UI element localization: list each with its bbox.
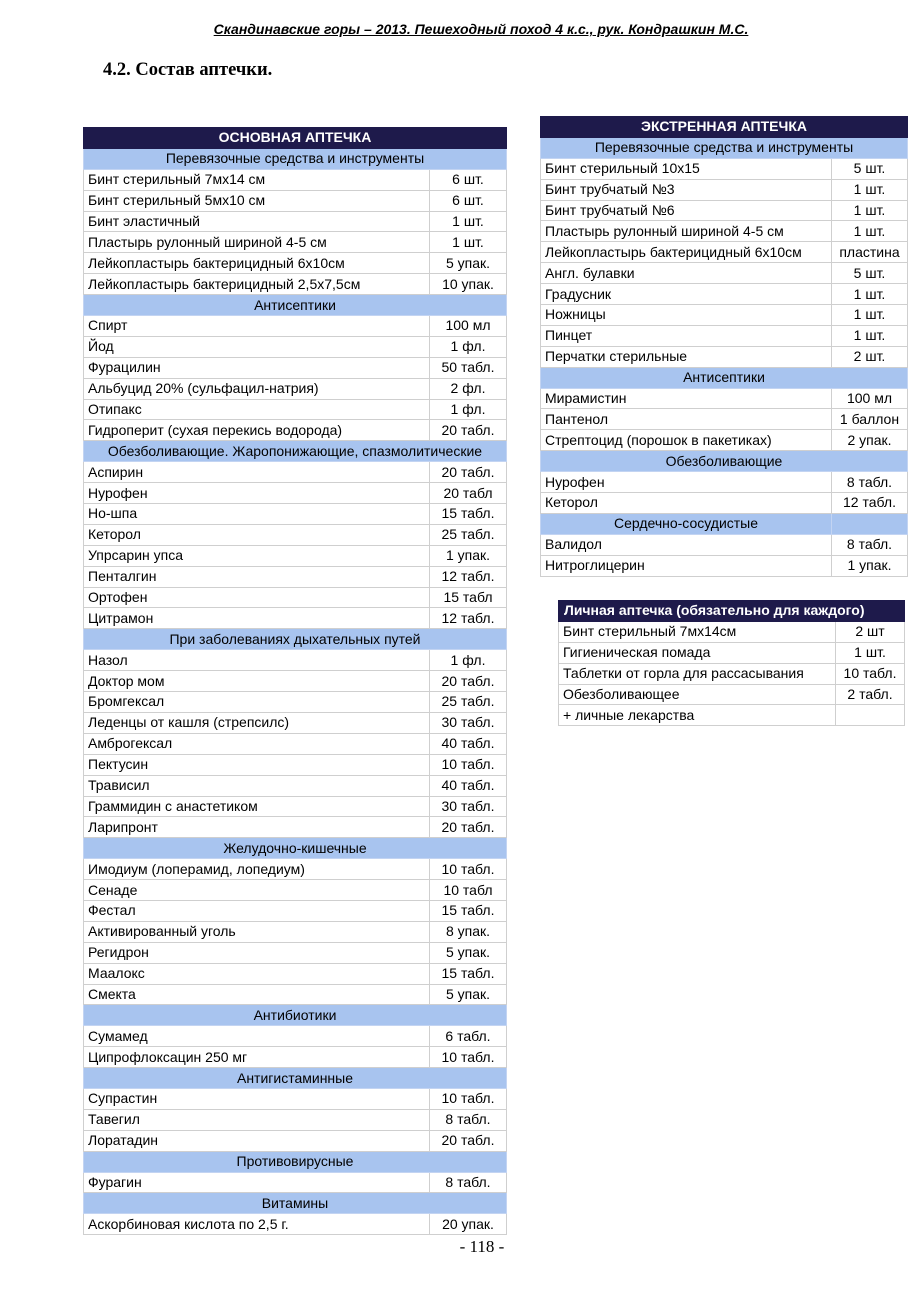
category-label: Обезболивающие. Жаропонижающие, спазмолитические <box>84 441 507 462</box>
item-quantity: 10 табл. <box>836 663 905 684</box>
item-name: Лейкопластырь бактерицидный 2,5х7,5см <box>84 274 430 295</box>
item-quantity: 10 табл. <box>430 859 507 880</box>
item-quantity: 6 шт. <box>430 190 507 211</box>
table-row <box>84 504 507 525</box>
table-row <box>541 200 908 221</box>
table-row <box>541 493 908 514</box>
table-row <box>541 242 908 263</box>
item-quantity: 15 табл. <box>430 963 507 984</box>
table-row <box>559 642 905 663</box>
item-name: Мирамистин <box>541 388 832 409</box>
item-name: Ципрофлоксацин 250 мг <box>84 1047 430 1068</box>
item-quantity: 8 табл. <box>430 1109 507 1130</box>
table-row <box>84 524 507 545</box>
item-name: Фурагин <box>84 1172 430 1193</box>
item-name: Пинцет <box>541 325 832 346</box>
table-row <box>541 263 908 284</box>
table-row <box>84 357 507 378</box>
item-quantity: 100 мл <box>430 316 507 337</box>
main-kit-body <box>84 128 507 1235</box>
item-quantity: 8 табл. <box>430 1172 507 1193</box>
item-quantity: 1 шт. <box>836 642 905 663</box>
item-quantity: 1 шт. <box>430 211 507 232</box>
personal-kit-table <box>558 600 905 726</box>
table-row <box>84 921 507 942</box>
item-name: Нурофен <box>541 472 832 493</box>
item-quantity: 8 табл. <box>832 472 908 493</box>
item-name: Супрастин <box>84 1088 430 1109</box>
item-name: Бинт трубчатый №6 <box>541 200 832 221</box>
item-quantity: 12 табл. <box>430 608 507 629</box>
table-row <box>559 621 905 642</box>
item-name: Бинт эластичный <box>84 211 430 232</box>
item-name: Лейкопластырь бактерицидный 6х10см <box>541 242 832 263</box>
kit-title: ЭКСТРЕННАЯ АПТЕЧКА <box>541 117 908 138</box>
table-row <box>541 325 908 346</box>
section-title: 4.2. Состав аптечки. <box>103 60 273 80</box>
item-quantity: 2 табл. <box>836 684 905 705</box>
table-row <box>84 733 507 754</box>
item-name: Амброгексал <box>84 733 430 754</box>
item-name: Аскорбиновая кислота по 2,5 г. <box>84 1214 430 1235</box>
table-row <box>541 472 908 493</box>
item-quantity: 15 табл <box>430 587 507 608</box>
item-name: Назол <box>84 650 430 671</box>
kit-title: ОСНОВНАЯ АПТЕЧКА <box>84 128 507 149</box>
table-row <box>84 796 507 817</box>
category-label: Антибиотики <box>84 1005 507 1026</box>
item-name: Регидрон <box>84 942 430 963</box>
main-kit-table <box>83 127 507 1235</box>
item-quantity: 10 табл. <box>430 1088 507 1109</box>
table-row <box>84 608 507 629</box>
item-name: Ножницы <box>541 305 832 326</box>
item-name: Пластырь рулонный шириной 4-5 см <box>541 221 832 242</box>
category-label: При заболеваниях дыхательных путей <box>84 629 507 650</box>
page-number: - 118 - <box>459 1237 505 1256</box>
category-row <box>84 1151 507 1172</box>
kit-title-row <box>84 128 507 149</box>
item-quantity: 5 шт. <box>832 263 908 284</box>
table-row <box>84 671 507 692</box>
item-quantity: 1 упак. <box>832 555 908 576</box>
table-row <box>541 409 908 430</box>
item-quantity: 1 шт. <box>832 221 908 242</box>
item-quantity: 5 шт. <box>832 158 908 179</box>
item-quantity: 30 табл. <box>430 796 507 817</box>
item-quantity: 1 баллон <box>832 409 908 430</box>
item-name: Обезболивающее <box>559 684 836 705</box>
table-row <box>84 232 507 253</box>
item-name: Бинт стерильный 10х15 <box>541 158 832 179</box>
table-row <box>559 684 905 705</box>
item-quantity: 2 шт <box>836 621 905 642</box>
item-quantity: 8 упак. <box>430 921 507 942</box>
item-quantity: 1 шт. <box>832 200 908 221</box>
table-row <box>541 388 908 409</box>
table-row <box>84 650 507 671</box>
table-row <box>84 1026 507 1047</box>
item-name: Нитроглицерин <box>541 555 832 576</box>
category-label: Сердечно-сосудистые <box>541 513 832 534</box>
table-row <box>541 284 908 305</box>
item-name: Смекта <box>84 984 430 1005</box>
item-quantity: 12 табл. <box>832 493 908 514</box>
item-name: Кеторол <box>541 493 832 514</box>
item-quantity: 5 упак. <box>430 984 507 1005</box>
emergency-kit-body <box>541 117 908 577</box>
item-name: Фурацилин <box>84 357 430 378</box>
category-label: Перевязочные средства и инструменты <box>541 137 908 158</box>
personal-kit-body <box>559 601 905 726</box>
item-name: Упрсарин упса <box>84 545 430 566</box>
table-row <box>84 775 507 796</box>
item-name: Пантенол <box>541 409 832 430</box>
table-row <box>84 483 507 504</box>
table-row <box>84 963 507 984</box>
item-quantity: 10 табл <box>430 880 507 901</box>
item-quantity: 8 табл. <box>832 534 908 555</box>
category-label: Антисептики <box>84 295 507 316</box>
table-row <box>84 1088 507 1109</box>
item-quantity: 20 табл. <box>430 671 507 692</box>
item-quantity: 6 табл. <box>430 1026 507 1047</box>
category-row <box>84 1068 507 1089</box>
item-name: Сенаде <box>84 880 430 901</box>
item-name: Нурофен <box>84 483 430 504</box>
table-row <box>84 942 507 963</box>
table-row <box>84 587 507 608</box>
table-row <box>84 900 507 921</box>
item-name: Йод <box>84 336 430 357</box>
item-quantity: 20 табл. <box>430 1130 507 1151</box>
table-row <box>541 555 908 576</box>
item-name: Бинт стерильный 5мх10 см <box>84 190 430 211</box>
item-quantity: 25 табл. <box>430 692 507 713</box>
category-empty-cell <box>832 513 908 534</box>
item-quantity: 20 табл. <box>430 817 507 838</box>
table-row <box>84 336 507 357</box>
item-quantity: 1 упак. <box>430 545 507 566</box>
item-name: Гигиеническая помада <box>559 642 836 663</box>
item-name: Лоратадин <box>84 1130 430 1151</box>
item-quantity: 12 табл. <box>430 566 507 587</box>
item-quantity: 10 упак. <box>430 274 507 295</box>
item-name: Ларипронт <box>84 817 430 838</box>
category-row <box>541 137 908 158</box>
item-quantity: 20 табл <box>430 483 507 504</box>
table-row <box>84 420 507 441</box>
category-row <box>84 838 507 859</box>
item-name: Альбуцид 20% (сульфацил-натрия) <box>84 378 430 399</box>
item-name: Стрептоцид (порошок в пакетиках) <box>541 430 832 451</box>
item-quantity: 1 шт. <box>832 284 908 305</box>
table-row <box>541 158 908 179</box>
table-row <box>84 378 507 399</box>
table-row <box>84 566 507 587</box>
item-name: Бинт трубчатый №3 <box>541 179 832 200</box>
item-name: Отипакс <box>84 399 430 420</box>
table-row <box>84 712 507 733</box>
item-name: Спирт <box>84 316 430 337</box>
category-row <box>84 148 507 169</box>
emergency-kit-table <box>540 116 908 577</box>
item-quantity: 1 шт. <box>832 305 908 326</box>
item-quantity: 2 шт. <box>832 346 908 367</box>
item-name: Гидроперит (сухая перекись водорода) <box>84 420 430 441</box>
item-quantity: 2 упак. <box>832 430 908 451</box>
item-name: Кеторол <box>84 524 430 545</box>
item-quantity: 25 табл. <box>430 524 507 545</box>
table-row <box>84 1172 507 1193</box>
item-quantity: 2 фл. <box>430 378 507 399</box>
table-row <box>84 1109 507 1130</box>
category-row <box>541 451 908 472</box>
category-label: Витамины <box>84 1193 507 1214</box>
table-row <box>84 462 507 483</box>
item-name: Пенталгин <box>84 566 430 587</box>
item-name: Доктор мом <box>84 671 430 692</box>
category-row <box>84 295 507 316</box>
category-row <box>84 629 507 650</box>
item-quantity: 20 табл. <box>430 420 507 441</box>
item-quantity: 10 табл. <box>430 1047 507 1068</box>
item-name: Перчатки стерильные <box>541 346 832 367</box>
item-name: Активированный уголь <box>84 921 430 942</box>
table-row <box>84 169 507 190</box>
item-name: Леденцы от кашля (стрепсилс) <box>84 712 430 733</box>
item-quantity: пластина <box>832 242 908 263</box>
item-quantity: 20 табл. <box>430 462 507 483</box>
table-row <box>84 880 507 901</box>
table-row <box>84 1047 507 1068</box>
item-quantity: 15 табл. <box>430 504 507 525</box>
table-row <box>559 705 905 726</box>
category-label: Обезболивающие <box>541 451 908 472</box>
item-name: Цитрамон <box>84 608 430 629</box>
item-name: Пектусин <box>84 754 430 775</box>
item-name: Пластырь рулонный шириной 4-5 см <box>84 232 430 253</box>
category-label: Противовирусные <box>84 1151 507 1172</box>
item-name: Трависил <box>84 775 430 796</box>
table-row <box>84 211 507 232</box>
item-quantity: 5 упак. <box>430 942 507 963</box>
item-name: Бромгексал <box>84 692 430 713</box>
item-name: Градусник <box>541 284 832 305</box>
item-name: Сумамед <box>84 1026 430 1047</box>
item-name: Бинт стерильный 7мх14 см <box>84 169 430 190</box>
item-quantity: 30 табл. <box>430 712 507 733</box>
table-row <box>541 179 908 200</box>
item-name: + личные лекарства <box>559 705 836 726</box>
table-row <box>84 545 507 566</box>
table-row <box>559 663 905 684</box>
table-row <box>84 274 507 295</box>
category-label: Антигистаминные <box>84 1068 507 1089</box>
kit-title: Личная аптечка (обязательно для каждого) <box>559 601 905 622</box>
table-row <box>84 190 507 211</box>
item-name: Фестал <box>84 900 430 921</box>
item-quantity: 1 шт. <box>832 179 908 200</box>
table-row <box>84 754 507 775</box>
item-quantity: 1 фл. <box>430 650 507 671</box>
item-quantity: 15 табл. <box>430 900 507 921</box>
item-name: Имодиум (лоперамид, лопедиум) <box>84 859 430 880</box>
category-row <box>541 513 908 534</box>
item-quantity: 1 фл. <box>430 336 507 357</box>
category-label: Перевязочные средства и инструменты <box>84 148 507 169</box>
item-name: Валидол <box>541 534 832 555</box>
item-name: Маалокс <box>84 963 430 984</box>
category-row <box>541 367 908 388</box>
item-quantity: 10 табл. <box>430 754 507 775</box>
kit-title-row <box>541 117 908 138</box>
item-quantity: 100 мл <box>832 388 908 409</box>
item-quantity: 40 табл. <box>430 733 507 754</box>
table-row <box>84 399 507 420</box>
table-row <box>541 346 908 367</box>
document-header: Скандинавские горы – 2013. Пешеходный поход 4 к.с., рук. Кондрашкин М.С. <box>213 21 749 37</box>
table-row <box>541 430 908 451</box>
item-name: Аспирин <box>84 462 430 483</box>
item-quantity: 40 табл. <box>430 775 507 796</box>
kit-title-row <box>559 601 905 622</box>
table-row <box>84 692 507 713</box>
table-row <box>84 316 507 337</box>
item-name: Граммидин с анастетиком <box>84 796 430 817</box>
item-name: Англ. булавки <box>541 263 832 284</box>
table-row <box>84 253 507 274</box>
item-quantity: 1 шт. <box>832 325 908 346</box>
item-quantity <box>836 705 905 726</box>
category-row <box>84 441 507 462</box>
table-row <box>84 859 507 880</box>
item-name: Но-шпа <box>84 504 430 525</box>
table-row <box>84 1130 507 1151</box>
table-row <box>84 984 507 1005</box>
category-label: Антисептики <box>541 367 908 388</box>
category-row <box>84 1193 507 1214</box>
item-name: Лейкопластырь бактерицидный 6х10см <box>84 253 430 274</box>
item-name: Бинт стерильный 7мх14см <box>559 621 836 642</box>
item-name: Таблетки от горла для рассасывания <box>559 663 836 684</box>
item-quantity: 1 шт. <box>430 232 507 253</box>
category-label: Желудочно-кишечные <box>84 838 507 859</box>
table-row <box>84 1214 507 1235</box>
table-row <box>84 817 507 838</box>
item-name: Ортофен <box>84 587 430 608</box>
item-quantity: 5 упак. <box>430 253 507 274</box>
item-name: Тавегил <box>84 1109 430 1130</box>
item-quantity: 20 упак. <box>430 1214 507 1235</box>
table-row <box>541 221 908 242</box>
category-row <box>84 1005 507 1026</box>
table-row <box>541 534 908 555</box>
table-row <box>541 305 908 326</box>
item-quantity: 6 шт. <box>430 169 507 190</box>
item-quantity: 50 табл. <box>430 357 507 378</box>
item-quantity: 1 фл. <box>430 399 507 420</box>
